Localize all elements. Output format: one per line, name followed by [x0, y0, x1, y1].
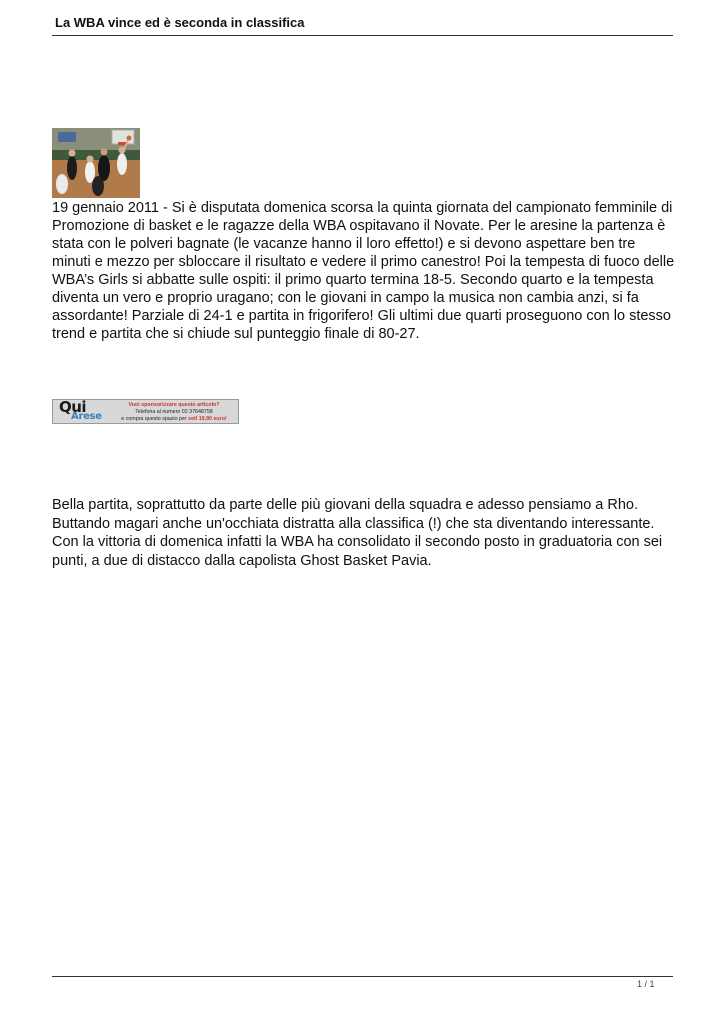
sponsor-banner[interactable] — [52, 399, 239, 424]
banner-line-3 — [111, 416, 237, 423]
header-divider — [52, 35, 673, 36]
article-paragraph-2: Bella partita, soprattutto da parte delle più giovani della squadra e adesso pensiamo a Rho. Buttando magari anche un'occhiata distratta alla classifica (!) che sta diventando interessante. Con la vittoria di domenica infatti la WBA ha consolidato il secondo posto in graduatoria con sei punti, a due di distacco dalla capolista Ghost Basket Pavia. — [52, 497, 663, 569]
banner-line-1: Vuoi sponsorizzare questo articolo? — [128, 402, 220, 408]
banner-line-3-prefix: e compra questo spazio per — [121, 416, 189, 422]
basketball-photo — [52, 128, 140, 198]
banner-price: soli 19,90 euro! — [188, 416, 227, 422]
qui-arese-logo — [56, 401, 108, 423]
logo-arese-text: Arese — [71, 411, 102, 422]
page-title: La WBA vince ed è seconda in classifica — [55, 15, 305, 30]
banner-text — [111, 402, 237, 423]
logo-qui-text: Qui — [59, 399, 87, 416]
banner-line-2: Telefona al numero 02 37648758 — [135, 409, 213, 415]
article-paragraph-1: 19 gennaio 2011 - Si è disputata domenica scorsa la quinta giornata del campionato femminile di Promozione di basket e le ragazze della WBA ospitavano il Novate. Per le aresine la partenza è stata con le polveri bagnate (le vacanze hanno il loro effetto!) e si devono aspettare ben tre minuti e mezzo per sbloccare il risultato e vedere il primo canestro! Poi la tempesta di fuoco delle WBA’s Girls si abbatte sulle ospiti: il primo quarto termina 18-5. Secondo quarto e la tempesta diventa un vero e proprio uragano; con le giovani in campo la musica non cambia anzi, si fa assordante! Parziale di 24-1 e partita in frigorifero! Gli ultimi due quarti proseguono con lo stesso trend e partita che si chiude sul punteggio finale di 80-27. — [52, 200, 675, 342]
page-number: 1 / 1 — [637, 979, 655, 989]
footer-divider — [52, 976, 673, 977]
basketball-photo-image — [52, 128, 140, 198]
